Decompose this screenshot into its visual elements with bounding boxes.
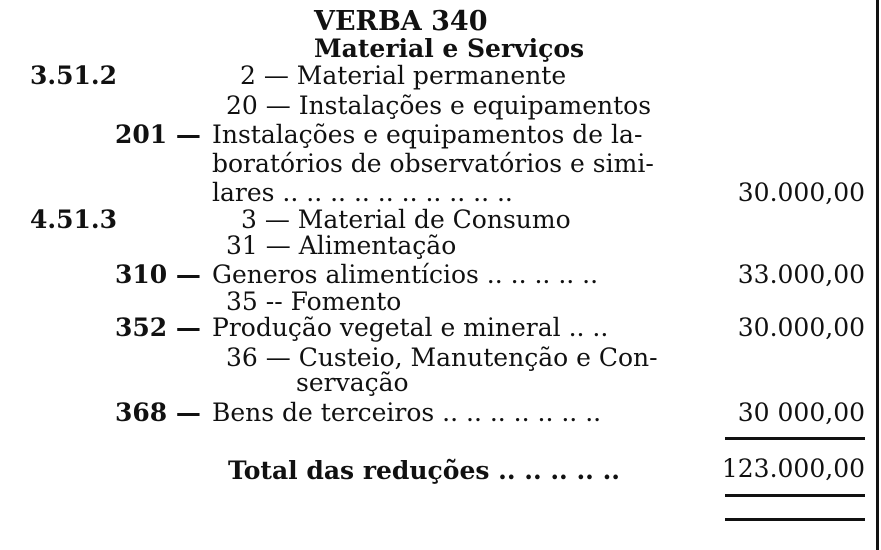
subgroup-title: 36 — Custeio, Manutenção e Con-: [226, 343, 658, 372]
section-code: 4.51.3: [30, 205, 117, 234]
item-amount: 30.000,00: [737, 313, 865, 342]
section-group: 2 — Material permanente: [240, 61, 567, 90]
total-amount: 123.000,00: [721, 454, 865, 483]
page-edge-rule: [876, 0, 879, 550]
total-rule: [725, 494, 865, 497]
item-description: Generos alimentícios .. .. .. .. ..: [212, 260, 599, 289]
item-description: boratórios de observatórios e simi-: [212, 149, 654, 178]
sum-rule: [725, 437, 865, 440]
item-number: 368 —: [115, 398, 201, 427]
item-amount: 33.000,00: [737, 260, 865, 289]
item-number: 201 —: [115, 120, 201, 149]
item-description: Bens de terceiros .. .. .. .. .. .. ..: [212, 398, 602, 427]
item-description: lares .. .. .. .. .. .. .. .. .. ..: [212, 178, 513, 207]
section-code: 3.51.2: [30, 61, 117, 90]
item-description: Instalações e equipamentos de la-: [212, 120, 643, 149]
total-label: Total das reduções .. .. .. .. ..: [228, 456, 620, 485]
total-double-rule: [725, 518, 865, 521]
subgroup-title: 35 -- Fomento: [226, 287, 402, 316]
section-group: 3 — Material de Consumo: [241, 205, 571, 234]
item-description: Produção vegetal e mineral .. ..: [212, 313, 609, 342]
subgroup-title: 20 — Instalações e equipamentos: [226, 91, 652, 120]
item-number: 352 —: [115, 313, 201, 342]
subgroup-title: 31 — Alimentação: [226, 231, 457, 260]
verba-subtitle: Material e Serviços: [314, 34, 585, 63]
verba-heading: VERBA 340: [314, 6, 488, 37]
subgroup-title: servação: [296, 368, 409, 397]
item-amount: 30 000,00: [737, 398, 865, 427]
item-amount: 30.000,00: [737, 178, 865, 207]
item-number: 310 —: [115, 260, 201, 289]
